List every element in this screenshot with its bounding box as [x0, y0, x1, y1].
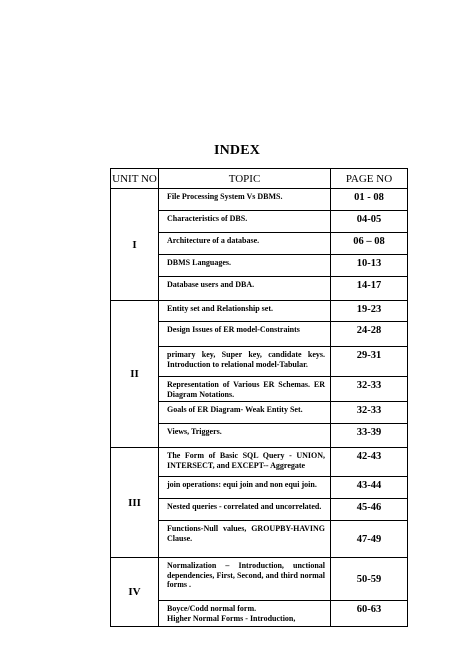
- topic-cell: File Processing System Vs DBMS.: [159, 189, 331, 211]
- page-cell: 47-49: [331, 521, 408, 558]
- index-table: [110, 168, 408, 627]
- header-page-no: PAGE NO: [331, 169, 408, 189]
- trailing-topic-text: Higher Normal Forms - Introduction,: [167, 613, 296, 623]
- page-title: INDEX: [213, 143, 261, 158]
- page-cell: 43-44: [331, 477, 408, 499]
- page-cell: 60-63: [331, 601, 408, 627]
- topic-cell: Normalization – Introduction, unctional dependencies, First, Second, and third normal forms .: [159, 558, 331, 601]
- page-cell: 45-46: [331, 499, 408, 521]
- table-row: [111, 558, 408, 601]
- unit-cell: III: [111, 448, 159, 558]
- page-cell: 19-23: [331, 301, 408, 322]
- page-cell: 24-28: [331, 322, 408, 347]
- page-cell: 29-31: [331, 347, 408, 377]
- topic-cell: The Form of Basic SQL Query - UNION, INTERSECT, and EXCEPT-- Aggregate: [159, 448, 331, 477]
- page-cell: 33-39: [331, 424, 408, 448]
- unit-cell: II: [111, 301, 159, 448]
- topic-cell: Database users and DBA.: [159, 277, 331, 301]
- topic-cell: Goals of ER Diagram- Weak Entity Set.: [159, 402, 331, 424]
- unit-cell: I: [111, 189, 159, 301]
- topic-cell: Nested queries - correlated and uncorrelated.: [159, 499, 331, 521]
- topic-cell: Representation of Various ER Schemas. ER Diagram Notations.: [159, 377, 331, 402]
- page-cell: 50-59: [331, 558, 408, 601]
- table-row: [111, 189, 408, 211]
- topic-cell: Functions-Null values, GROUPBY-HAVING Clause.: [159, 521, 331, 558]
- topic-cell: [159, 601, 331, 627]
- unit-cell: IV: [111, 558, 159, 627]
- topic-cell: Architecture of a database.: [159, 233, 331, 255]
- topic-cell: DBMS Languages.: [159, 255, 331, 277]
- page-cell: 06 – 08: [331, 233, 408, 255]
- topic-cell: join operations: equi join and non equi join.: [159, 477, 331, 499]
- table-header-row: [111, 169, 408, 189]
- page-cell: 42-43: [331, 448, 408, 477]
- header-topic: TOPIC: [159, 169, 331, 189]
- topic-cell: Characteristics of DBS.: [159, 211, 331, 233]
- topic-cell: primary key, Super key, candidate keys. Introduction to relational model-Tabular.: [159, 347, 331, 377]
- table-row: [111, 301, 408, 322]
- page-cell: 01 - 08: [331, 189, 408, 211]
- topic-cell: Design Issues of ER model-Constraints: [159, 322, 331, 347]
- page-cell: 32-33: [331, 402, 408, 424]
- topic-cell: Entity set and Relationship set.: [159, 301, 331, 322]
- topic-cell: Views, Triggers.: [159, 424, 331, 448]
- page-cell: 14-17: [331, 277, 408, 301]
- page-cell: 32-33: [331, 377, 408, 402]
- table-row: [111, 448, 408, 477]
- header-unit-no: UNIT NO: [111, 169, 159, 189]
- page-cell: 10-13: [331, 255, 408, 277]
- topic-text: Boyce/Codd normal form.: [167, 604, 257, 613]
- page-cell: 04-05: [331, 211, 408, 233]
